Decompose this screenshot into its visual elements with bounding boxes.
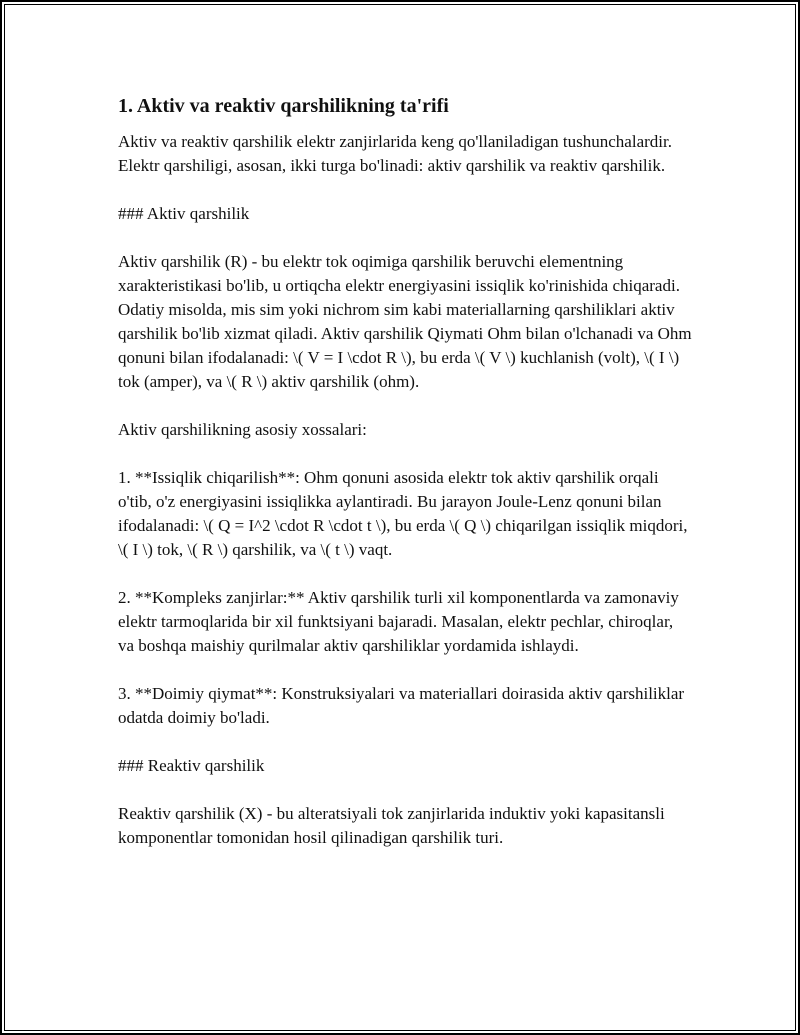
document-body [118,94,693,850]
subheading-reaktiv: ### Reaktiv qarshilik [118,756,265,775]
property-item-1: 1. **Issiqlik chiqarilish**: Ohm qonuni asosida elektr tok aktiv qarshilik orqali o'tib, o'z energiyasini issiqlikka aylantiradi. Bu jarayon Joule-Lenz qonuni bilan ifodalanadi: \( Q = I^2 \cdot R \cdot t \), bu erda \( Q \) chiqarilgan issiqlik miqdori, \( I \) tok, \( R \) qarshilik, va \( t \) vaqt. [118,468,688,559]
reaktiv-definition-paragraph: Reaktiv qarshilik (X) - bu alteratsiyali tok zanjirlarida induktiv yoki kapasitansli komponentlar tomonidan hosil qilinadigan qarshilik turi. [118,804,665,847]
properties-intro: Aktiv qarshilikning asosiy xossalari: [118,420,367,439]
property-item-2: 2. **Kompleks zanjirlar:** Aktiv qarshilik turli xil komponentlarda va zamonaviy elektr tarmoqlarida bir xil funktsiyani bajaradi. Masalan, elektr pechlar, chiroqlar, va boshqa maishiy qurilmalar aktiv qarshiliklar yordamida ishlaydi. [118,588,679,655]
aktiv-definition-paragraph: Aktiv qarshilik (R) - bu elektr tok oqimiga qarshilik beruvchi elementning xarakteristikasi bo'lib, u ortiqcha elektr energiyasini issiqlik ko'rinishida chiqaradi. Odatiy misolda, mis sim yoki nichrom sim kabi materiallarning qarshiliklari aktiv qarshilik bo'lib xizmat qiladi. Aktiv qarshilik Qiymati Ohm bilan o'lchanadi va Ohm qonuni bilan ifodalanadi: \( V = I \cdot R \), bu erda \( V \) kuchlanish (volt), \( I \) tok (amper), va \( R \) aktiv qarshilik (ohm). [118,252,692,391]
property-item-3: 3. **Doimiy qiymat**: Konstruksiyalari va materiallari doirasida aktiv qarshiliklar odatda doimiy bo'ladi. [118,684,685,727]
intro-paragraph: Aktiv va reaktiv qarshilik elektr zanjirlarida keng qo'llaniladigan tushunchalardir. Elektr qarshiligi, asosan, ikki turga bo'linadi: aktiv qarshilik va reaktiv qarshilik. [118,132,672,175]
subheading-aktiv: ### Aktiv qarshilik [118,204,250,223]
section-title: 1. Aktiv va reaktiv qarshilikning ta'rifi [118,95,449,117]
